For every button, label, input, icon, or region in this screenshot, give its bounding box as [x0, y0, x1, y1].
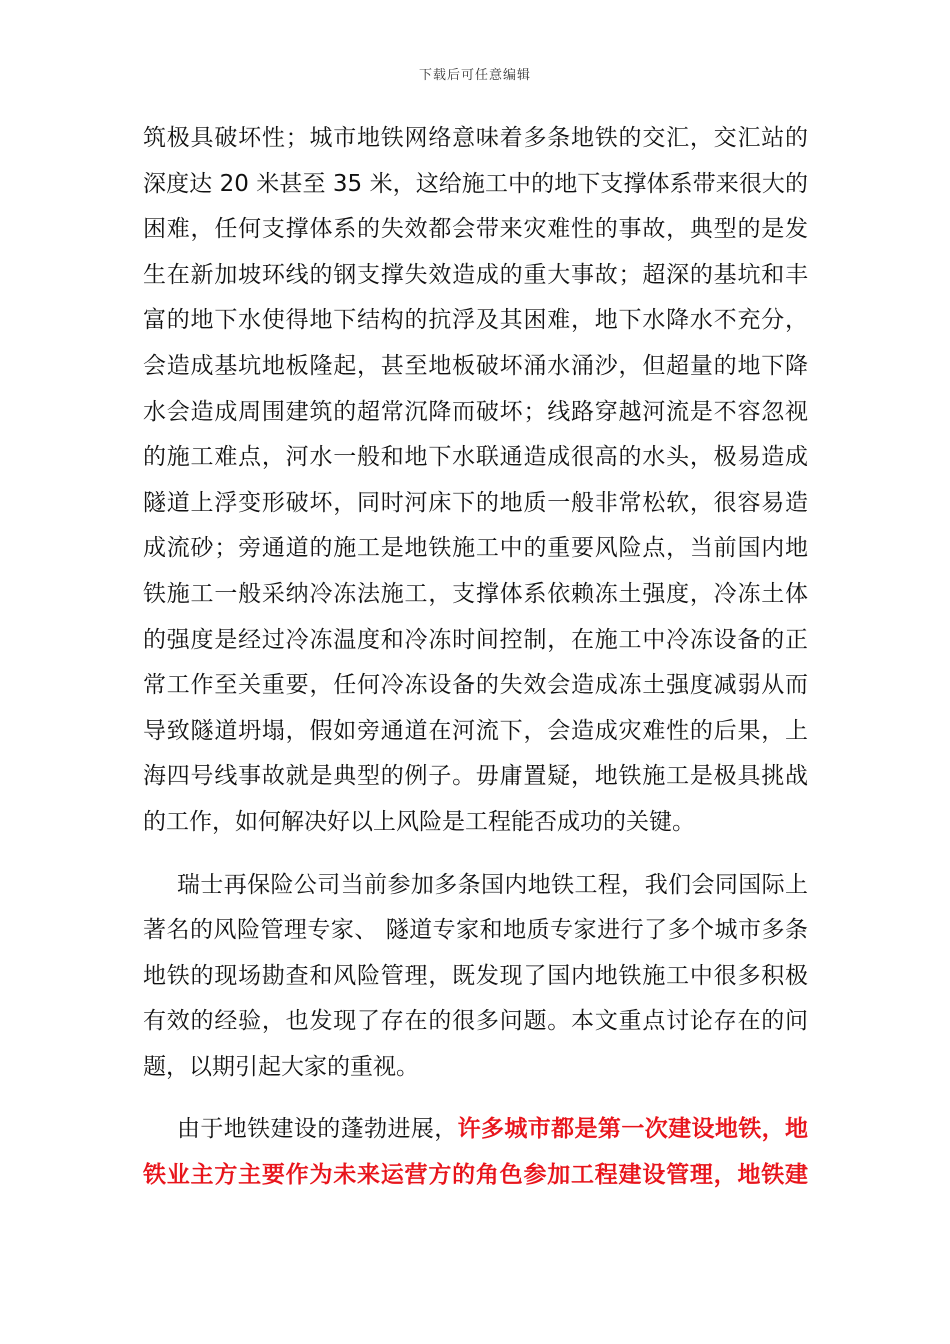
text-line: 有效的经验，也发现了存在的很多问题。本文重点讨论存在的问: [143, 1008, 808, 1035]
text-line: 的工作，如何解决好以上风险是工程能否成功的关键。: [143, 808, 695, 835]
text-line: 瑞士再保险公司当前参加多条国内地铁工程，我们会同国际上: [177, 871, 808, 898]
text-line: 海四号线事故就是典型的例子。毋庸置疑，地铁施工是极具挑战: [143, 763, 808, 790]
text-line: 铁施工一般采纳冷冻法施工，支撑体系依赖冻土强度，冷冻土体: [143, 580, 808, 607]
text-line: 地铁的现场勘查和风险管理，既发现了国内地铁施工中很多积极: [143, 962, 808, 989]
body-text: [143, 116, 808, 1199]
text-line: 生在新加坡环线的钢支撑失效造成的重大事故；超深的基坑和丰: [143, 261, 808, 288]
normal-text: 由于地铁建设的蓬勃进展，: [177, 1116, 458, 1143]
highlighted-text-line: 铁业主方主要作为未来运营方的角色参加工程建设管理，地铁建: [143, 1162, 808, 1189]
text-line: 题，以期引起大家的重视。: [143, 1053, 419, 1080]
text-line: 富的地下水使得地下结构的抗浮及其困难，地下水降水不充分，: [143, 307, 808, 334]
text-line: 的施工难点，河水一般和地下水联通造成很高的水头，极易造成: [143, 444, 808, 471]
page-header: 下载后可任意编辑: [418, 68, 531, 83]
text-line: [143, 1107, 808, 1153]
text-line: 的强度是经过冷冻温度和冷冻时间控制，在施工中冷冻设备的正: [143, 626, 808, 653]
text-line: 困难，任何支撑体系的失效都会带来灾难性的事故，典型的是发: [143, 216, 808, 243]
text-line: 深度达 20 米甚至 35 米，这给施工中的地下支撑体系带来很大的: [143, 170, 808, 197]
paragraph-gap: [143, 846, 808, 863]
paragraph-1: [143, 116, 808, 846]
paragraph-3: [143, 1107, 808, 1198]
text-line: 筑极具破坏性；城市地铁网络意味着多条地铁的交汇，交汇站的: [143, 125, 808, 151]
text-line: 成流砂；旁通道的施工是地铁施工中的重要风险点，当前国内地: [143, 535, 808, 562]
text-line: 会造成基坑地板隆起，甚至地板破坏涌水涌沙，但超量的地下降: [143, 352, 808, 379]
paragraph-gap: [143, 1090, 808, 1107]
text-line: 水会造成周围建筑的超常沉降而破坏；线路穿越河流是不容忽视: [143, 398, 808, 425]
text-line: 隧道上浮变形破坏，同时河床下的地质一般非常松软，很容易造: [143, 489, 808, 516]
text-line: 著名的风险管理专家、 隧道专家和地质专家进行了多个城市多条: [143, 917, 808, 944]
text-line: 导致隧道坍塌，假如旁通道在河流下，会造成灾难性的后果，上: [143, 717, 808, 744]
text-line: 常工作至关重要，任何冷冻设备的失效会造成冻土强度减弱从而: [143, 672, 808, 699]
highlighted-text: 许多城市都是第一次建设地铁，地: [457, 1116, 809, 1143]
paragraph-2: [143, 863, 808, 1091]
